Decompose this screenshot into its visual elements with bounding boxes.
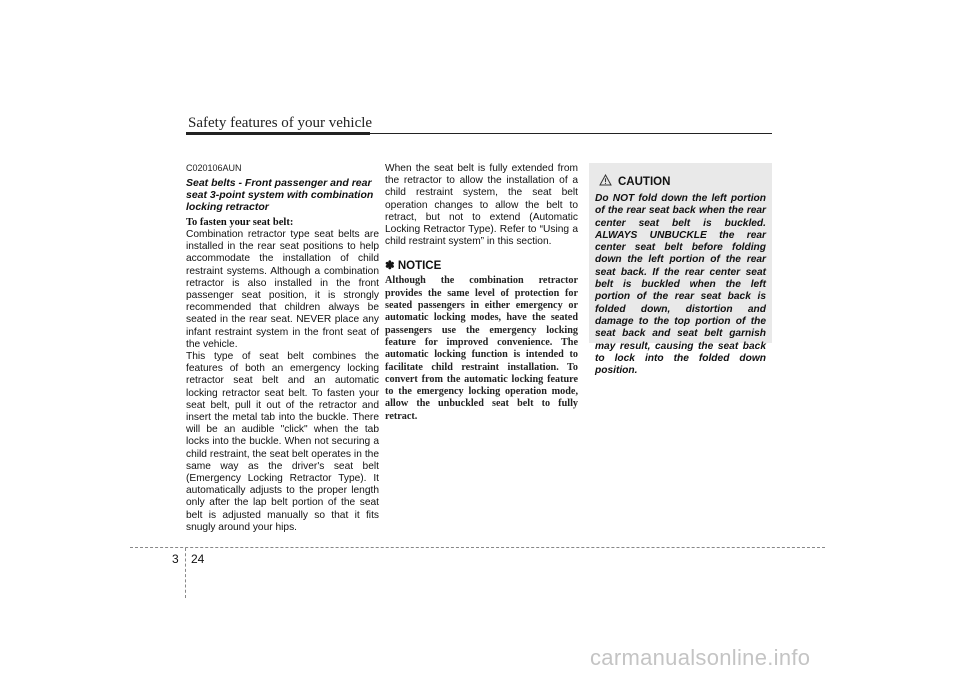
chapter-number: 3 bbox=[172, 552, 179, 566]
middle-column bbox=[385, 163, 578, 423]
footer-divider bbox=[185, 548, 186, 598]
footer-rule bbox=[130, 547, 825, 548]
header-title: Safety features of your vehicle bbox=[188, 115, 373, 131]
caution-header bbox=[599, 173, 766, 191]
watermark: carmanualsonline.info bbox=[590, 645, 811, 670]
page-number: 24 bbox=[191, 552, 205, 566]
caution-label: CAUTION bbox=[618, 176, 671, 188]
header-rule-thin bbox=[370, 133, 772, 134]
left-column bbox=[186, 163, 379, 534]
warning-triangle-icon bbox=[599, 173, 612, 191]
caution-box bbox=[589, 163, 772, 377]
header-rule-thick bbox=[186, 132, 370, 135]
notice-text: Although the combination retractor provides the same level of protection for seated passengers in either emergency or automatic locking modes, have the seated passengers use the emergency locking feature for improved convenience. The automatic locking function is intended to facilitate child restraint installation. To convert from the automatic locking feature to the emergency locking operation mode, allow the unbuckled seat belt to fully retract. bbox=[385, 275, 578, 422]
notice-heading: ✽ NOTICE bbox=[385, 260, 442, 273]
section-code: C020106AUN bbox=[186, 163, 242, 173]
caution-text: Do NOT fold down the left portion of the rear seat back when the rear center seat belt is buckled. ALWAYS UNBUCKLE the rear center seat belt before folding down the left portion of the rear seat back. If the rear center seat belt is buckled when the left portion of the rear seat back is folded down, distortion and damage to the top portion of the seat back and seat belt garnish may result, causing the seat back to lock into the folded down position. bbox=[595, 193, 766, 377]
sub-heading: To fasten your seat belt: bbox=[186, 217, 294, 228]
body-paragraph-1: Combination retractor type seat belts are installed in the rear seat positions to help accommodate the installation of child restraint systems. Although a combination retractor is also installed in the front passenger seat position, it is strongly recommended that children always be seated in the rear seat. NEVER place any infant restraint system in the front seat of the vehicle. bbox=[186, 229, 379, 350]
section-title: Seat belts - Front passenger and rear seat 3-point system with combination locking retractor bbox=[186, 177, 374, 213]
body-paragraph-3: When the seat belt is fully extended from the retractor to allow the installation of a child restraint system, the seat belt operation changes to allow the belt to retract, but not to extend (Automatic Locking Retractor Type). Refer to “Using a child restraint system” in this section. bbox=[385, 163, 578, 248]
body-paragraph-2: This type of seat belt combines the features of both an emergency locking retractor seat belt and an automatic locking retractor seat belt. To fasten your seat belt, pull it out of the retractor and insert the metal tab into the buckle. There will be an audible "click" when the tab locks into the buckle. When not securing a child restraint, the seat belt operates in the same way as the driver's seat belt (Emergency Locking Retractor Type). It automatically adjusts to the proper length only after the lap belt portion of the seat belt is adjusted manually so that it fits snugly around your hips. bbox=[186, 351, 379, 533]
